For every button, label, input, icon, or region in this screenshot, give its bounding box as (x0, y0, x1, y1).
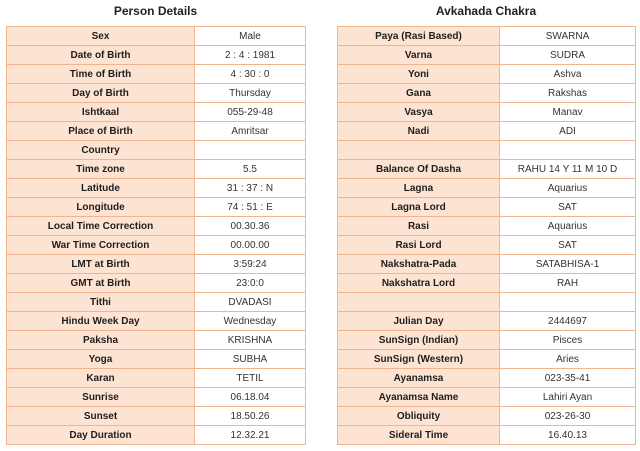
avkahada-chakra-table (337, 26, 636, 445)
row-label: Paya (Rasi Based) (338, 27, 500, 46)
table-row (7, 369, 306, 388)
table-row (338, 293, 636, 312)
table-row (7, 122, 306, 141)
row-value: Manav (500, 103, 636, 122)
table-row (338, 65, 636, 84)
table-row (338, 331, 636, 350)
row-value: 2444697 (500, 312, 636, 331)
avkahada-chakra-title: Avkahada Chakra (435, 4, 537, 18)
table-row (7, 179, 306, 198)
row-value: 023-26-30 (500, 407, 636, 426)
table-row (338, 274, 636, 293)
table-row (338, 312, 636, 331)
row-value: 12.32.21 (195, 426, 306, 445)
row-value (500, 293, 636, 312)
table-row (338, 407, 636, 426)
row-label: Sunset (7, 407, 195, 426)
table-row (7, 103, 306, 122)
row-label: Yoni (338, 65, 500, 84)
table-row (338, 84, 636, 103)
row-value: Male (195, 27, 306, 46)
row-label: Ayanamsa (338, 369, 500, 388)
table-row (7, 84, 306, 103)
row-value: Wednesday (195, 312, 306, 331)
row-value: 2 : 4 : 1981 (195, 46, 306, 65)
table-row (7, 407, 306, 426)
row-value: TETIL (195, 369, 306, 388)
row-value: Aries (500, 350, 636, 369)
row-label: Rasi Lord (338, 236, 500, 255)
table-row (7, 198, 306, 217)
row-label: Nadi (338, 122, 500, 141)
person-details-title: Person Details (113, 4, 198, 18)
table-row (338, 122, 636, 141)
row-value: Aquarius (500, 179, 636, 198)
table-row (338, 198, 636, 217)
row-label: Country (7, 141, 195, 160)
row-value: 18.50.26 (195, 407, 306, 426)
table-row (7, 27, 306, 46)
table-row (338, 350, 636, 369)
row-value: RAH (500, 274, 636, 293)
row-label: Varna (338, 46, 500, 65)
table-row (338, 27, 636, 46)
row-label: Place of Birth (7, 122, 195, 141)
row-value: 055-29-48 (195, 103, 306, 122)
row-value: 00.30.36 (195, 217, 306, 236)
row-label: Time of Birth (7, 65, 195, 84)
row-label: War Time Correction (7, 236, 195, 255)
row-label: Latitude (7, 179, 195, 198)
row-label: Local Time Correction (7, 217, 195, 236)
row-label (338, 293, 500, 312)
person-details-panel (6, 0, 305, 445)
row-label: Day of Birth (7, 84, 195, 103)
table-row (338, 160, 636, 179)
row-label: SunSign (Western) (338, 350, 500, 369)
row-value: 23:0:0 (195, 274, 306, 293)
row-value (195, 141, 306, 160)
row-label: Rasi (338, 217, 500, 236)
row-value: Pisces (500, 331, 636, 350)
row-value: Rakshas (500, 84, 636, 103)
table-row (338, 46, 636, 65)
row-label: Sex (7, 27, 195, 46)
row-value: SWARNA (500, 27, 636, 46)
row-value: 4 : 30 : 0 (195, 65, 306, 84)
table-row (338, 179, 636, 198)
row-label: Paksha (7, 331, 195, 350)
table-row (338, 217, 636, 236)
row-value: RAHU 14 Y 11 M 10 D (500, 160, 636, 179)
table-row (338, 236, 636, 255)
table-row (7, 331, 306, 350)
row-label: GMT at Birth (7, 274, 195, 293)
table-row (7, 388, 306, 407)
table-row (7, 160, 306, 179)
row-value: DVADASI (195, 293, 306, 312)
table-row (338, 103, 636, 122)
row-label: Nakshatra-Pada (338, 255, 500, 274)
row-value: SAT (500, 236, 636, 255)
row-label: Lagna Lord (338, 198, 500, 217)
row-value: SUBHA (195, 350, 306, 369)
row-value: 00.00.00 (195, 236, 306, 255)
avkahada-chakra-panel (337, 0, 635, 445)
row-value (500, 141, 636, 160)
table-row (7, 312, 306, 331)
table-row (338, 369, 636, 388)
row-value: Lahiri Ayan (500, 388, 636, 407)
row-label: Gana (338, 84, 500, 103)
row-label: Sunrise (7, 388, 195, 407)
row-value: 023-35-41 (500, 369, 636, 388)
row-label: SunSign (Indian) (338, 331, 500, 350)
row-label: Time zone (7, 160, 195, 179)
row-label (338, 141, 500, 160)
row-label: Date of Birth (7, 46, 195, 65)
table-row (7, 236, 306, 255)
row-label: Karan (7, 369, 195, 388)
row-value: 74 : 51 : E (195, 198, 306, 217)
table-row (7, 293, 306, 312)
row-label: Day Duration (7, 426, 195, 445)
row-label: Vasya (338, 103, 500, 122)
row-value: Thursday (195, 84, 306, 103)
row-label: Obliquity (338, 407, 500, 426)
row-value: SUDRA (500, 46, 636, 65)
row-value: Ashva (500, 65, 636, 84)
table-row (7, 217, 306, 236)
table-row (7, 274, 306, 293)
row-label: Longitude (7, 198, 195, 217)
person-details-table (6, 26, 306, 445)
row-label: Yoga (7, 350, 195, 369)
row-value: 3:59:24 (195, 255, 306, 274)
row-value: 5.5 (195, 160, 306, 179)
row-label: Tithi (7, 293, 195, 312)
table-row (7, 426, 306, 445)
table-row (338, 426, 636, 445)
row-label: Ayanamsa Name (338, 388, 500, 407)
row-value: Amritsar (195, 122, 306, 141)
row-value: 31 : 37 : N (195, 179, 306, 198)
row-value: Aquarius (500, 217, 636, 236)
row-value: ADI (500, 122, 636, 141)
row-value: 06.18.04 (195, 388, 306, 407)
row-label: Sideral Time (338, 426, 500, 445)
row-value: SATABHISA-1 (500, 255, 636, 274)
table-row (338, 388, 636, 407)
row-label: Ishtkaal (7, 103, 195, 122)
table-row (7, 46, 306, 65)
table-row (7, 141, 306, 160)
row-label: LMT at Birth (7, 255, 195, 274)
table-row (7, 65, 306, 84)
row-value: SAT (500, 198, 636, 217)
row-label: Hindu Week Day (7, 312, 195, 331)
table-row (338, 141, 636, 160)
row-value: KRISHNA (195, 331, 306, 350)
row-label: Lagna (338, 179, 500, 198)
table-row (338, 255, 636, 274)
row-label: Balance Of Dasha (338, 160, 500, 179)
row-label: Julian Day (338, 312, 500, 331)
row-value: 16.40.13 (500, 426, 636, 445)
table-row (7, 255, 306, 274)
row-label: Nakshatra Lord (338, 274, 500, 293)
table-row (7, 350, 306, 369)
